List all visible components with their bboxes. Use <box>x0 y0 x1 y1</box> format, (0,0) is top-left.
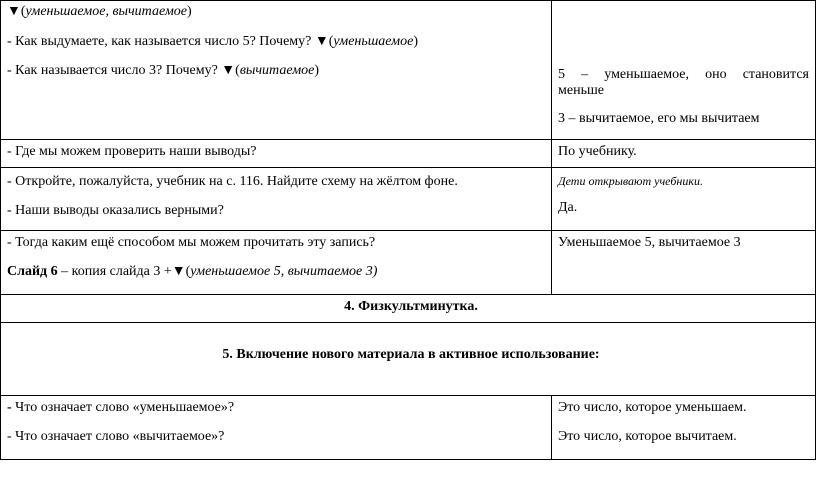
table-row <box>1 295 816 323</box>
student-cell: 5 – уменьшаемое, оно становится меньше 3 – вычитаемое, его мы вычитаем <box>552 1 816 140</box>
table-row <box>1 231 816 295</box>
table-row <box>1 168 816 231</box>
teacher-cell: ▼(уменьшаемое, вычитаемое) - Как выдумаете, как называется число 5? Почему? ▼(уменьшаемое) - Как называется число 3? Почему? ▼(вычитаемое) <box>1 1 552 140</box>
section-heading: 4. Физкультминутка. <box>1 295 816 323</box>
student-cell: Это число, которое уменьшаем. Это число, которое вычитаем. <box>552 396 816 460</box>
teacher-cell: - Что означает слово «уменьшаемое»? - Что означает слово «вычитаемое»? <box>1 396 552 460</box>
teacher-cell: - Тогда каким ещё способом мы можем прочитать эту запись? Слайд 6 – копия слайда 3 +▼(уменьшаемое 5, вычитаемое 3) <box>1 231 552 295</box>
table-row <box>1 1 816 140</box>
answer-justified-line: 5 – уменьшаемое, оно становится <box>558 67 809 82</box>
student-cell: Дети открывают учебники. Да. <box>552 168 816 231</box>
teacher-cell: - Где мы можем проверить наши выводы? <box>1 140 552 168</box>
table-row <box>1 140 816 168</box>
section-heading: 5. Включение нового материала в активное использование: <box>1 323 816 396</box>
table-row <box>1 323 816 396</box>
table-row <box>1 396 816 460</box>
student-cell: По учебнику. <box>552 140 816 168</box>
teacher-cell: - Откройте, пожалуйста, учебник на с. 116. Найдите схему на жёлтом фоне. - Наши выводы оказались верными? <box>1 168 552 231</box>
student-cell: Уменьшаемое 5, вычитаемое 3 <box>552 231 816 295</box>
arrow-icon: ▼ <box>7 4 21 19</box>
